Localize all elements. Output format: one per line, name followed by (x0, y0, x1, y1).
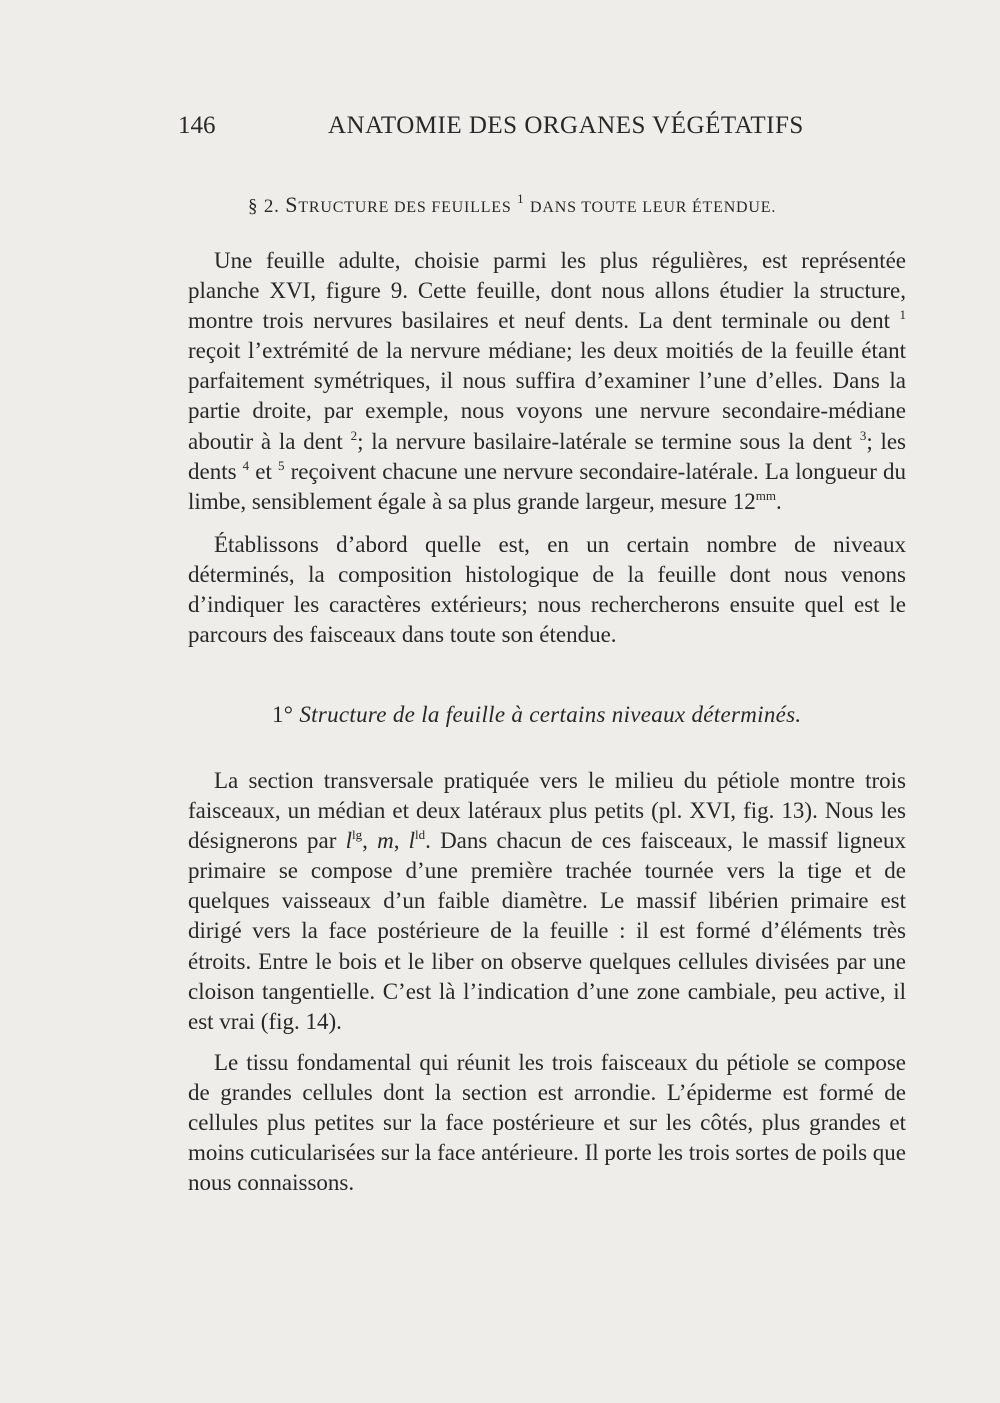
para1-text-a: Une feuille adulte, choisie parmi les plus régulières, est représentée planche XVI, figure 9. Cette feuille, dont nous allons étudier la structure, montre trois nervures basilaires et neuf dents. La dent terminale ou dent (188, 248, 906, 334)
superscript: 2 (350, 427, 358, 443)
footnote-ref: 1 (517, 191, 525, 206)
page-number: 146 (178, 112, 216, 139)
section-mark: § 2. (248, 196, 280, 217)
para1-text-d: ; les dents (188, 428, 907, 484)
section-title-part1: TRUCTURE DES FEUILLES (298, 199, 512, 216)
para2-text: Établissons d’abord quelle est, en un certain nombre de niveaux déterminés, la composition histologique de la feuille dont nous venons d’indiquer les caractères extérieurs; nous rechercherons ensuite quel est le parcours des faisceaux dans toute son étendue. (188, 532, 906, 648)
para4-text: Le tissu fondamental qui réunit les trois faisceaux du pétiole se compose de grandes cellules dont la section est arrondie. L’épiderme est formé de cellules plus petites sur la face postérieure et sur les côtés, plus grandes et moins cuticularisées sur la face antérieure. Il porte les trois sortes de poils que nous connaissons. (188, 1050, 906, 1196)
para1-text-c: ; la nervure basilaire-latérale se termine sous la dent (357, 428, 853, 454)
bundle-symbol: l (408, 828, 416, 854)
para1-text-e: et (255, 458, 272, 484)
section-title-initial: S (285, 192, 299, 217)
subsection-number: 1° (272, 702, 294, 727)
running-title: ANATOMIE DES ORGANES VÉGÉTATIFS (328, 112, 804, 139)
superscript: 1 (899, 307, 906, 323)
unit-superscript: mm (755, 487, 776, 503)
superscript: 5 (278, 457, 285, 473)
paragraph-3 (188, 766, 906, 1037)
subsection-heading (272, 702, 801, 728)
paragraph-1 (188, 246, 906, 517)
para1-text-g: . (775, 488, 782, 514)
superscript: lg (352, 827, 363, 843)
bundle-symbol: l (345, 828, 352, 854)
paragraph-4 (188, 1048, 906, 1198)
bundle-symbol: m (377, 828, 394, 854)
para1-text-b: reçoit l’extrémité de la nervure médiane; les deux moitiés de la feuille étant parfaitement symétriques, il nous suffira d’examiner l’une d’elles. Dans la partie droite, par exemple, nous voyons une nervure secondaire-médiane aboutir à la dent (188, 338, 906, 454)
subsection-title: Structure de la feuille à certains niveaux déterminés. (299, 702, 802, 727)
separator: , (362, 828, 378, 854)
separator: , (393, 828, 409, 854)
section-title-part2: DANS TOUTE LEUR ÉTENDUE. (530, 199, 777, 216)
superscript: 3 (859, 427, 867, 443)
para1-text-f: reçoivent chacune une nervure secondaire-latérale. La longueur du limbe, sensiblement égale à sa plus grande largeur, mesure 12 (188, 458, 907, 514)
para3-text-a: La section transversale pratiquée vers le milieu du pétiole montre trois faisceaux, un médian et deux latéraux plus petits (pl. XVI, fig. 13). Nous les désignerons par (188, 768, 906, 854)
superscript: 4 (242, 457, 250, 473)
section-heading (248, 192, 776, 218)
paragraph-2 (188, 530, 906, 650)
superscript: ld (415, 827, 426, 843)
para3-text-b: . Dans chacun de ces faisceaux, le massif ligneux primaire se compose d’une première trachée tournée vers la tige et de quelques vaisseaux d’un faible diamètre. Le massif libérien primaire est dirigé vers la face postérieure de la feuille : il est formé d’éléments très étroits. Entre le bois et le liber on observe quelques cellules divisées par une cloison tangentielle. C’est là l’indication d’une zone cambiale, peu active, il est vrai (fig. 14). (188, 828, 907, 1034)
